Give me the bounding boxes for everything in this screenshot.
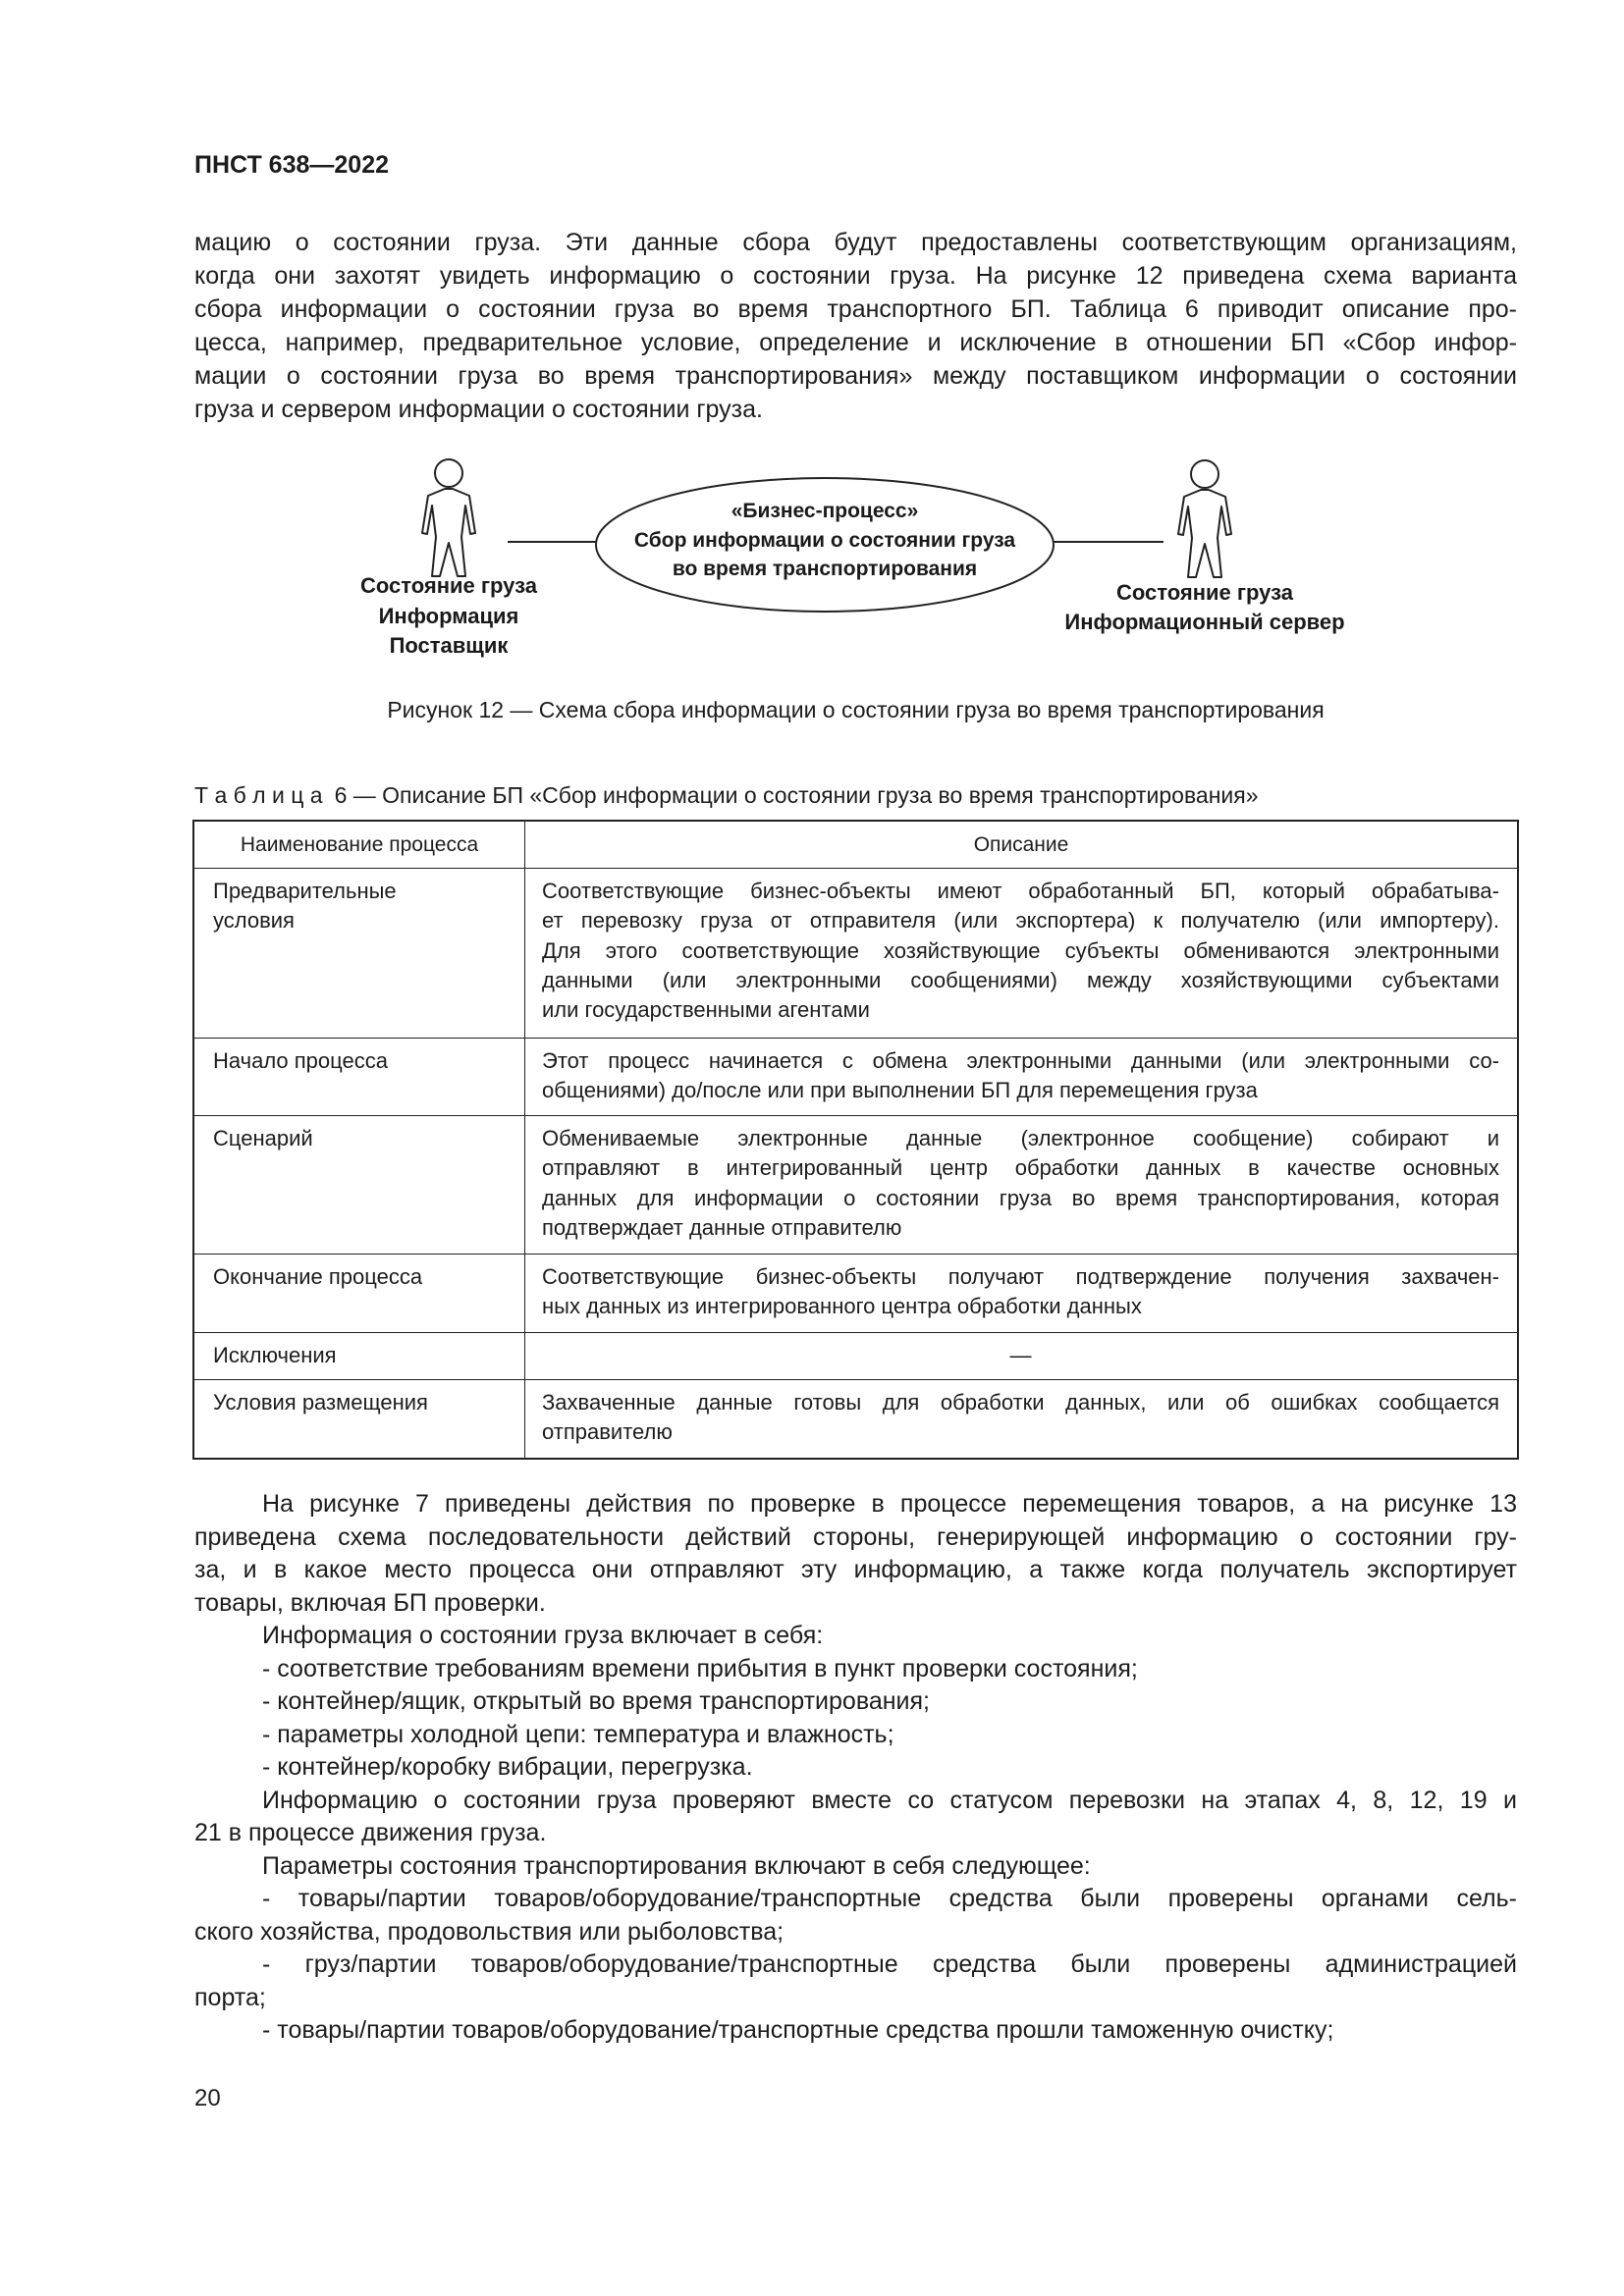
list-item: ского хозяйства, продовольствия или рыболовства; bbox=[194, 1917, 785, 1946]
table-cell-name bbox=[194, 1333, 525, 1380]
actor-left-label-line: Информация bbox=[378, 603, 519, 628]
intro-paragraph bbox=[194, 226, 1517, 426]
table-cell-line: данных для информации о состоянии груза во время транспортирования, которая bbox=[542, 1185, 1499, 1210]
table-cell-desc bbox=[525, 869, 1517, 1039]
table-cell-line: — bbox=[1009, 1343, 1032, 1367]
list-item: - параметры холодной цепи: температура и влажность; bbox=[262, 1720, 894, 1748]
table-cell-name bbox=[194, 869, 525, 1039]
table-cell-line: Для этого соответствующие хозяйствующие субъекты обмениваются электронными bbox=[542, 937, 1499, 963]
actor-right-body bbox=[1178, 490, 1231, 577]
table-cell-line: подтверждает данные отправителю bbox=[542, 1214, 902, 1240]
use-case-label-line: «Бизнес-процесс» bbox=[731, 500, 919, 522]
table-cell-line: общениями) до/после или при выполнении БП для перемещения груза bbox=[542, 1078, 1258, 1103]
intro-line: мацию о состоянии груза. Эти данные сбора будут предоставлены соответствующим организациям, bbox=[194, 229, 1517, 256]
table-cell-desc bbox=[525, 1380, 1517, 1458]
intro-line: груза и сервером информации о состоянии груза. bbox=[194, 396, 763, 423]
body-line: товары, включая БП проверки. bbox=[194, 1588, 546, 1617]
list-item: - товары/партии товаров/оборудование/транспортные средства прошли таможенную очистку; bbox=[262, 2016, 1334, 2044]
document-code-header: ПНСТ 638—2022 bbox=[194, 151, 389, 179]
list-item: - контейнер/коробку вибрации, перегрузка. bbox=[262, 1753, 753, 1781]
table-cell-name bbox=[194, 1255, 525, 1333]
table-cell-line: отправляют в интегрированный центр обработки данных в качестве основных bbox=[542, 1155, 1499, 1181]
use-case-label-line: Сбор информации о состоянии груза bbox=[633, 528, 1016, 552]
body-line: Параметры состояния транспортирования включают в себя следующее: bbox=[262, 1851, 1091, 1880]
table-cell-line: отправителю bbox=[542, 1419, 673, 1445]
table-cell-line: Предварительные bbox=[213, 879, 397, 903]
table-cell-line: ет перевозку груза от отправителя (или экспортера) к получателю (или импортеру). bbox=[542, 908, 1499, 934]
table-cell-desc bbox=[525, 1255, 1517, 1333]
table-title-label: Т а б л и ц а bbox=[194, 782, 323, 808]
actor-right-label-line: Информационный сервер bbox=[1064, 610, 1345, 634]
actor-left-head bbox=[435, 459, 462, 487]
body-line: Информация о состоянии груза включает в себя: bbox=[262, 1622, 824, 1649]
table-cell-line: Сценарий bbox=[213, 1126, 313, 1150]
actor-right-label-line: Состояние груза bbox=[1115, 580, 1294, 605]
list-item: - товары/партии товаров/оборудование/транспортные средства были проверены органами сель- bbox=[262, 1885, 1517, 1912]
table-title-text: 6 — Описание БП «Сбор информации о состоянии груза во время транспортирования» bbox=[334, 782, 1259, 808]
table-cell-line: Окончание процесса bbox=[213, 1264, 423, 1289]
table-header-name: Наименование процесса bbox=[194, 822, 525, 869]
page-number: 20 bbox=[194, 2085, 221, 2111]
table-cell-line: Этот процесс начинается с обмена электронными данными (или электронными со- bbox=[542, 1048, 1499, 1073]
actor-right-head bbox=[1191, 460, 1218, 488]
table-cell-name bbox=[194, 1039, 525, 1116]
list-item: - контейнер/ящик, открытый во время транспортирования; bbox=[262, 1687, 930, 1715]
body-text bbox=[194, 1488, 1517, 2048]
actor-left-label-line: Состояние груза bbox=[359, 573, 538, 598]
body-line: Информацию о состоянии груза проверяют вместе со статусом перевозки на этапах 4, 8, 12, 19 и bbox=[262, 1786, 1517, 1814]
use-case-label bbox=[596, 497, 1054, 584]
intro-line: когда они захотят увидеть информацию о состоянии груза. На рисунке 12 приведена схема варианта bbox=[194, 262, 1517, 290]
table-cell-line: Исключения bbox=[213, 1343, 337, 1367]
body-line: за, и в какое место процесса они отправляют эту информацию, а также когда получатель экспортирует bbox=[194, 1556, 1517, 1583]
actor-right-label bbox=[1028, 578, 1381, 637]
table-cell-name bbox=[194, 1380, 525, 1458]
intro-line: мации о состоянии груза во время транспортирования» между поставщиком информации о состоянии bbox=[194, 362, 1517, 390]
body-line: На рисунке 7 приведены действия по проверке в процессе перемещения товаров, а на рисунке 13 bbox=[262, 1490, 1517, 1518]
table-title bbox=[194, 780, 1259, 810]
table-cell-line: Соответствующие бизнес-объекты имеют обработанный БП, который обрабатыва- bbox=[542, 879, 1499, 903]
table-cell-line: Соответствующие бизнес-объекты получают подтверждение получения захвачен- bbox=[542, 1264, 1499, 1289]
table-cell-desc bbox=[525, 1333, 1517, 1380]
actor-left-label-line: Поставщик bbox=[389, 633, 509, 658]
table-cell-desc bbox=[525, 1116, 1517, 1255]
list-item: - соответствие требованиям времени прибытия в пункт проверки состояния; bbox=[262, 1654, 1138, 1682]
body-line: приведена схема последовательности действий стороны, генерирующей информацию о состоянии гру- bbox=[194, 1522, 1517, 1551]
actor-left-body bbox=[422, 489, 475, 576]
table-cell-line: Захваченные данные готовы для обработки данных, или об ошибках сообщается bbox=[542, 1390, 1499, 1415]
table-cell-line: условия bbox=[213, 908, 295, 934]
table-cell-name bbox=[194, 1116, 525, 1255]
table-cell-line: данными (или электронными сообщениями) между хозяйствующими субъектами bbox=[542, 967, 1499, 992]
table-cell-line: Начало процесса bbox=[213, 1048, 388, 1073]
table-cell-line: ных данных из интегрированного центра обработки данных bbox=[542, 1294, 1142, 1319]
table-cell-line: Обмениваемые электронные данные (электронное сообщение) собирают и bbox=[542, 1126, 1499, 1150]
intro-line: сбора информации о состоянии груза во время транспортного БП. Таблица 6 приводит описание про- bbox=[194, 295, 1517, 323]
figure-caption: Рисунок 12 — Схема сбора информации о состоянии груза во время транспортирования bbox=[387, 697, 1325, 722]
table-cell-desc bbox=[525, 1039, 1517, 1116]
table-header-description: Описание bbox=[525, 822, 1517, 869]
list-item: - груз/партии товаров/оборудование/транспортные средства были проверены администрацией bbox=[262, 1950, 1517, 1978]
intro-line: цесса, например, предварительное условие, определение и исключение в отношении БП «Сбор инфор- bbox=[194, 329, 1517, 356]
table-cell-line: или государственными агентами bbox=[542, 997, 870, 1023]
table-cell-line: Условия размещения bbox=[213, 1390, 428, 1415]
actor-right-figure bbox=[1178, 460, 1231, 577]
body-line: 21 в процессе движения груза. bbox=[194, 1819, 547, 1846]
actor-left-figure bbox=[422, 459, 475, 576]
actor-left-label bbox=[272, 571, 625, 662]
process-description-table bbox=[192, 820, 1519, 1460]
list-item: порта; bbox=[194, 1983, 266, 2011]
use-case-label-line: во время транспортирования bbox=[672, 558, 978, 580]
